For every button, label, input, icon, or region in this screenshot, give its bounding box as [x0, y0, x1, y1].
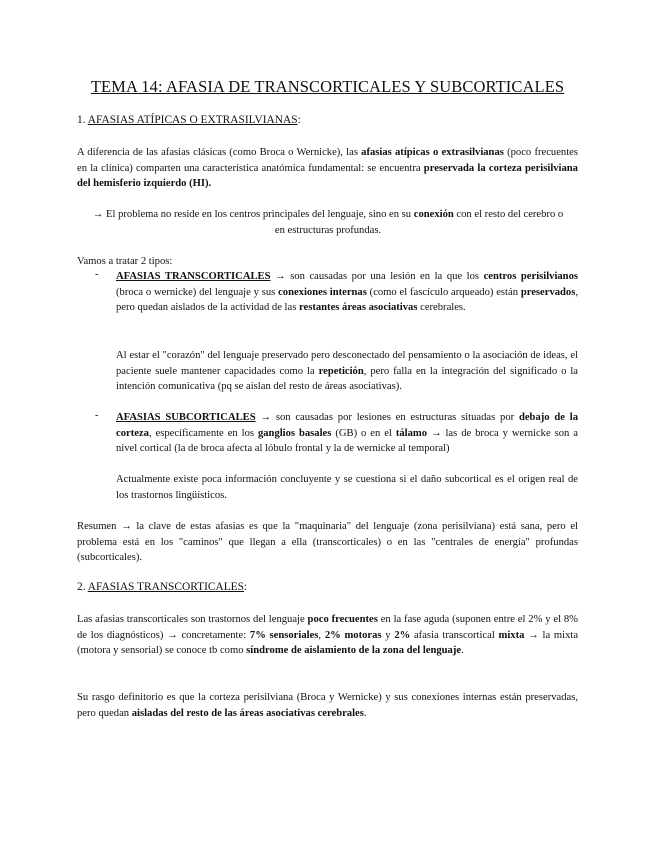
- section-2-paragraph-2: [77, 690, 578, 721]
- bullet-mark: -: [95, 410, 99, 421]
- text-run: (como el fascículo arqueado) están: [366, 286, 521, 298]
- text-run: .: [363, 707, 367, 719]
- text-run: (GB) o en el: [331, 427, 396, 439]
- bold-term: conexiones internas: [278, 286, 367, 298]
- section-2-colon: :: [243, 581, 248, 593]
- text-run: , pero quedan aislados de la actividad de las: [116, 286, 579, 314]
- text-run: (poco frecuentes en la clínica) comparten una característica anatómica fundamental: se encuentra: [77, 147, 578, 174]
- types-intro: Vamos a tratar 2 tipos:: [77, 256, 173, 267]
- bold-term: ganglios basales: [257, 427, 332, 439]
- text-run: Al estar el "corazón" del lenguaje preservado pero desconectado del pensamiento o la asociación de ideas, el paciente suele mantener capacidades como la: [116, 350, 578, 377]
- bold-term: repetición: [318, 365, 364, 377]
- text-run: , pero falla en la integración del significado o la intención comunicativa (pq se aíslan del resto de áreas asociativas).: [116, 365, 578, 393]
- bold-term: síndrome de aislamiento de la zona del lenguaje: [246, 645, 462, 657]
- section-1-note: [92, 207, 564, 238]
- bold-term: 7% sensoriales: [249, 629, 319, 641]
- bold-term: aisladas del resto de las áreas asociativas cerebrales: [131, 707, 364, 719]
- bold-term: poco frecuentes: [307, 614, 378, 625]
- text-run: → El problema no reside en los centros principales del lenguaje, sino en su: [92, 209, 414, 220]
- text-run: , específicamente en los: [148, 427, 258, 439]
- text-run: Las afasias transcorticales son trastornos del lenguaje: [77, 614, 308, 625]
- transcortical-item: [116, 269, 578, 316]
- text-run: → la mixta (motora y sensorial) se conoce tb como: [77, 629, 579, 657]
- section-1-colon: :: [297, 114, 301, 126]
- section-2-heading: [77, 580, 578, 596]
- bold-term: mixta: [498, 629, 525, 641]
- subcortical-term: AFASIAS SUBCORTICALES: [116, 412, 256, 423]
- bold-term: centros perisilvianos: [483, 271, 578, 282]
- transcortical-term: AFASIAS TRANSCORTICALES: [116, 271, 271, 282]
- transcortical-extra: [116, 348, 578, 395]
- bold-term: preservados: [520, 286, 576, 298]
- text-run: Su rasgo definitorio es que la corteza perisilviana (Broca y Wernicke) y sus conexiones internas están preservadas, pero quedan: [77, 692, 578, 719]
- text-run: → las de broca y wernicke son a nivel cortical (la de broca afecta al lóbulo frontal y la de wernicke al temporal): [116, 427, 578, 455]
- bold-term: conexión: [413, 209, 454, 220]
- bullet-mark: -: [95, 269, 99, 280]
- section-1-intro: [77, 145, 578, 192]
- text-run: A diferencia de las afasias clásicas (como Broca o Wernicke), las: [77, 147, 362, 158]
- text-run: con el resto del cerebro o en estructuras profundas.: [274, 209, 564, 236]
- bold-term: preservada la corteza perisilviana del hemisferio izquierdo (HI).: [77, 162, 578, 190]
- section-2-title: AFASIAS TRANSCORTICALES: [87, 581, 244, 593]
- text-run: cerebrales.: [417, 302, 466, 314]
- bold-term: restantes áreas asociativas: [298, 302, 418, 314]
- bold-term: afasias atípicas o extrasilvianas: [361, 147, 504, 158]
- bold-term: tálamo: [395, 427, 427, 439]
- section-1-title: AFASIAS ATÍPICAS O EXTRASILVIANAS: [87, 114, 298, 126]
- text-run: en la fase aguda (suponen entre el 2% y el 8% de los diagnósticos) → concretamente:: [77, 614, 579, 641]
- text-run: (broca o wernicke) del lenguaje y sus: [116, 286, 279, 298]
- bold-term: 2%: [394, 629, 411, 641]
- section-1-number: 1.: [77, 114, 86, 126]
- text-run: → son causadas por lesiones en estructuras situadas por: [255, 412, 519, 423]
- subcortical-item: [116, 410, 578, 457]
- section-1-summary: Resumen → la clave de estas afasias es que la "maquinaria" del lenguaje (zona perisilviana) está sana, pero el problema está en los "caminos" que llegan a ella (transcorticales) o en las "centrales de energía" profundas (subcorticales).: [77, 521, 578, 564]
- section-1-heading: [77, 113, 578, 129]
- text-run: y: [381, 629, 395, 641]
- text-run: .: [461, 645, 464, 657]
- section-2-number: 2.: [77, 581, 86, 593]
- bold-term: debajo de la corteza: [116, 412, 578, 439]
- subcortical-extra: Actualmente existe poca información concluyente y se cuestiona si el daño subcortical es el origen real de los trastornos lingüísticos.: [116, 474, 578, 501]
- page-title: TEMA 14: AFASIA DE TRANSCORTICALES Y SUBCORTICALES: [90, 77, 565, 96]
- bold-term: 2% motoras: [324, 629, 382, 641]
- text-run: afasia transcortical: [410, 629, 499, 641]
- section-2-paragraph-1: [77, 612, 578, 659]
- text-run: → son causadas por una lesión en la que los: [270, 271, 484, 282]
- text-run: ,: [318, 629, 325, 641]
